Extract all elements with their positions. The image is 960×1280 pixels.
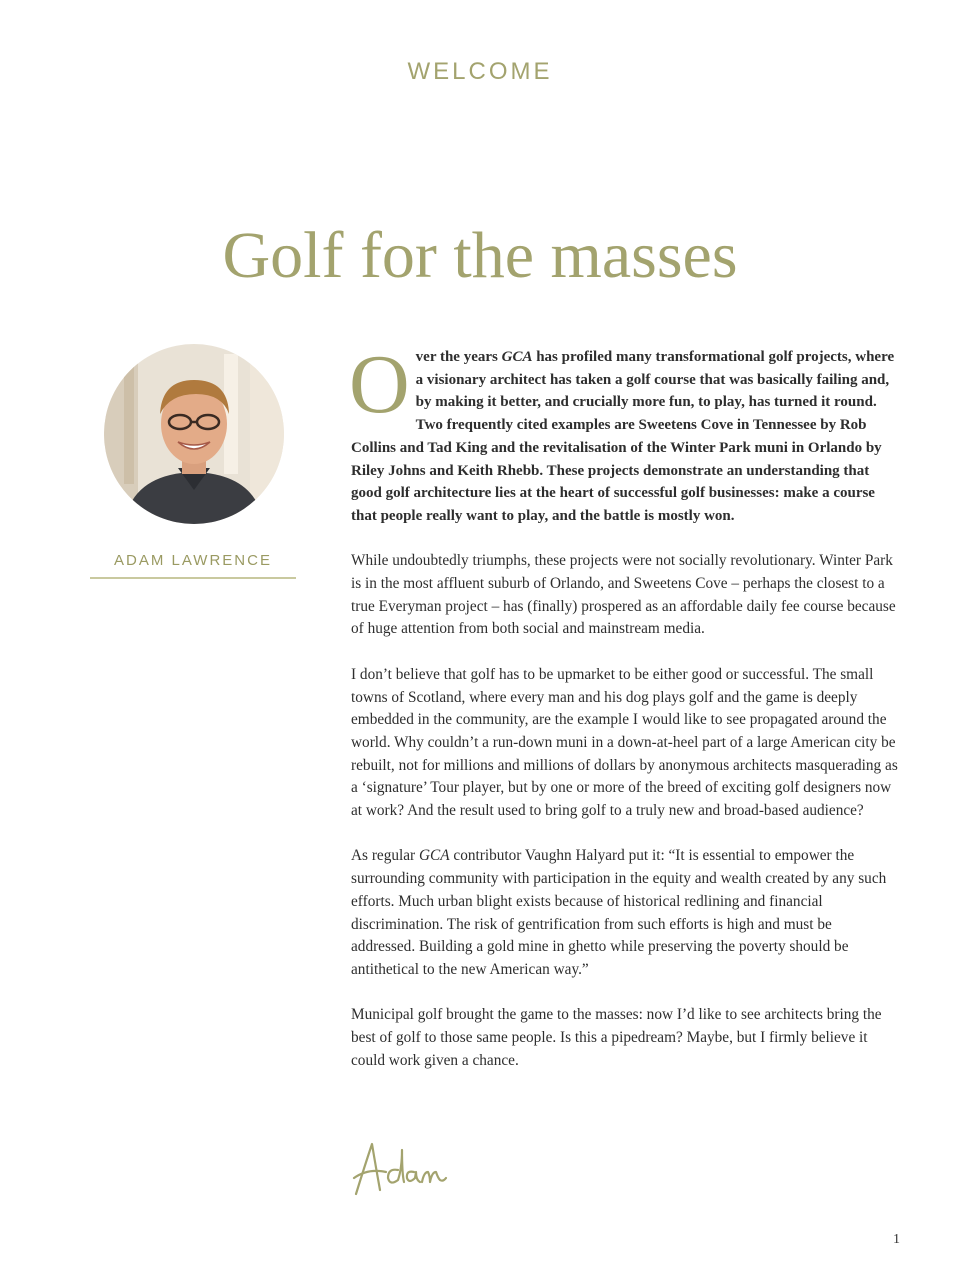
magazine-name: GCA bbox=[501, 349, 533, 365]
author-divider bbox=[90, 577, 296, 579]
page-number: 1 bbox=[893, 1232, 900, 1247]
body-paragraph bbox=[351, 845, 899, 981]
lead-text-start: ver the years bbox=[415, 349, 502, 365]
lead-paragraph bbox=[349, 338, 899, 528]
author-photo bbox=[104, 344, 284, 524]
article-title: Golf for the masses bbox=[222, 219, 738, 292]
body-paragraph: I don’t believe that golf has to be upmarket to be either good or successful. The small towns of Scotland, where every man and his dog plays golf and the game is deeply embedded in the community, are the example I would like to see propagated around the world. Why couldn’t a run-down muni in a down-at-heel part of a large American city be rebuilt, not for millions and millions of dollars by anonymous architects masquerading as a ‘signature’ Tour player, but by one or more of the breed of exciting golf designers now at work? And the result used to bring golf to a truly new and broad-based audience? bbox=[351, 665, 898, 820]
section-label: WELCOME bbox=[407, 58, 553, 85]
author-signature bbox=[350, 1138, 450, 1200]
body-paragraph: Municipal golf brought the game to the masses: now I’d like to see architects bring the best of golf to those same people. Is this a pipedream? Maybe, but I firmly believe it could work given a chance. bbox=[351, 1006, 882, 1069]
magazine-name: GCA bbox=[418, 847, 450, 865]
body-paragraph: While undoubtedly triumphs, these projects were not socially revolutionary. Winter Park is in the most affluent suburb of Orlando, and Sweetens Cove – perhaps the closest to a true Everyman project – has (finally) prospered as an affordable daily fee course because of huge attention from both social and mainstream media. bbox=[351, 552, 896, 638]
article-body bbox=[349, 338, 899, 1095]
quote-text: contributor Vaughn Halyard put it: “It is essential to empower the surrounding community with participation in the equity and wealth created by any such efforts. Much urban blight exists because of historical redlining and financial discrimination. The risk of gentrification from such efforts is high and must be addressed. Building a gold mine in ghetto while preserving the poverty should be antithetical to the new American way.” bbox=[351, 847, 887, 978]
author-name: ADAM LAWRENCE bbox=[114, 552, 272, 569]
lead-text-rest: has profiled many transformational golf projects, where a visionary architect has taken a golf course that was basically failing and, by making it better, and crucially more fun, to play, has turned it round. Two frequently cited examples are Sweetens Cove in Tennessee by Rob Collins and Tad King and the revitalisation of the Winter Park muni in Orlando by Riley Johns and Keith Rhebb. These projects demonstrate an understanding that good golf architecture lies at the heart of successful golf businesses: make a course that people really want to play, and the battle is mostly won. bbox=[351, 349, 895, 524]
drop-cap: O bbox=[349, 338, 410, 431]
quote-intro: As regular bbox=[351, 847, 419, 865]
